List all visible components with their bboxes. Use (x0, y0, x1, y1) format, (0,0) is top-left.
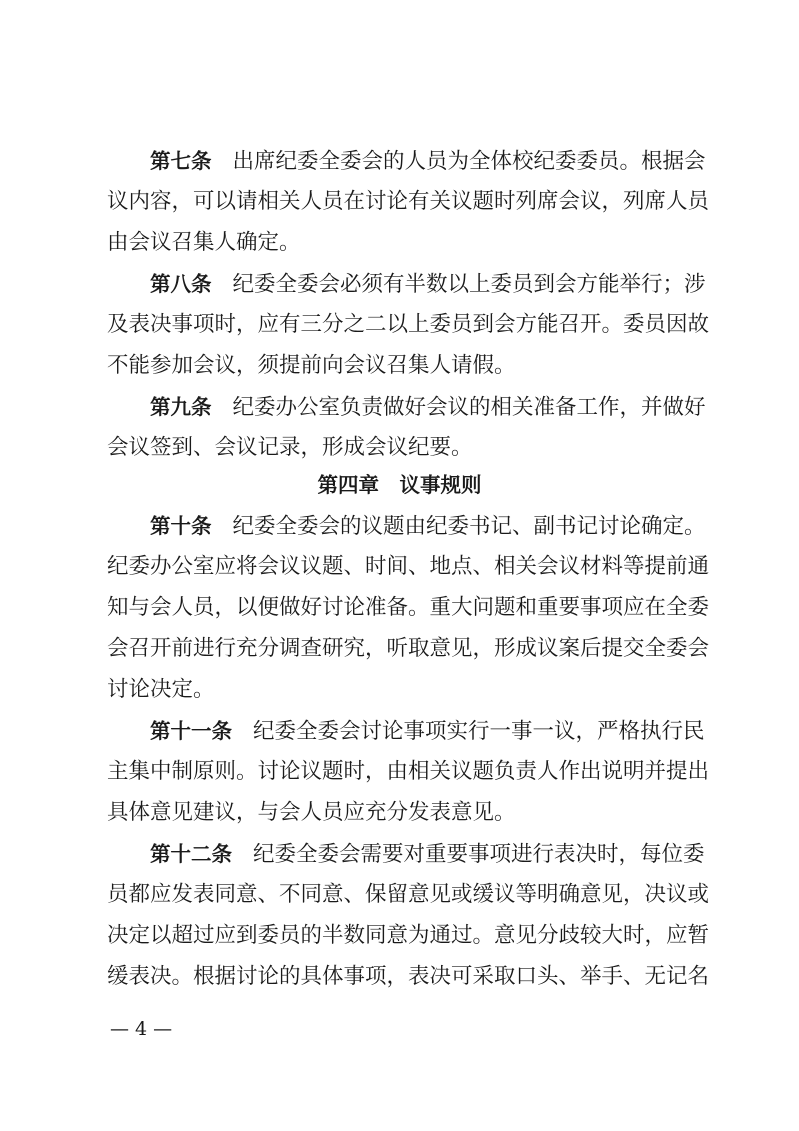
article-12-line-2: 员都应发表同意、不同意、保留意见或缓议等明确意见，决议或 (107, 882, 710, 907)
article-7-line-1 (150, 146, 706, 177)
article-11-line-1 (150, 716, 705, 747)
article-8-line-2: 及表决事项时，应有三分之二以上委员到会方能召开。委员因故 (107, 312, 710, 337)
article-10-line-2: 纪委办公室应将会议议题、时间、地点、相关会议材料等提前通 (107, 554, 710, 579)
article-10-label: 第十条 (150, 514, 212, 538)
article-7-line-2: 议内容，可以请相关人员在讨论有关议题时列席会议，列席人员 (107, 189, 710, 214)
article-7-label: 第七条 (150, 149, 212, 173)
article-11-label: 第十一条 (150, 719, 232, 743)
article-9-line-2: 会议签到、会议记录，形成会议纪要。 (107, 435, 473, 460)
article-8-label: 第八条 (150, 272, 212, 296)
page-number: — 4 — (110, 1018, 173, 1040)
article-11-line-2: 主集中制原则。讨论议题时，由相关议题负责人作出说明并提出 (107, 759, 710, 784)
article-10-line-4: 会召开前进行充分调查研究，听取意见，形成议案后提交全委会 (107, 636, 710, 661)
article-9-line-1 (150, 392, 706, 423)
article-10-text-1: 纪委全委会的议题由纪委书记、副书记讨论确定。 (232, 514, 706, 539)
article-11-text-1: 纪委全委会讨论事项实行一事一议，严格执行民 (253, 719, 705, 744)
article-8-text-1: 纪委全委会必须有半数以上委员到会方能举行；涉 (232, 272, 706, 297)
article-9-label: 第九条 (150, 395, 212, 419)
article-7-line-3: 由会议召集人确定。 (107, 230, 301, 255)
article-12-line-3: 决定以超过应到委员的半数同意为通过。意见分歧较大时，应暂 (107, 923, 710, 948)
article-9-text-1: 纪委办公室负责做好会议的相关准备工作，并做好 (232, 395, 706, 420)
chapter-heading: 第四章 议事规则 (317, 473, 482, 497)
article-12-line-4: 缓表决。根据讨论的具体事项，表决可采取口头、举手、无记名 (107, 964, 710, 989)
article-12-text-1: 纪委全委会需要对重要事项进行表决时，每位委 (253, 842, 705, 867)
article-10-line-5: 讨论决定。 (107, 677, 215, 702)
article-11-line-3: 具体意见建议，与会人员应充分发表意见。 (107, 800, 516, 825)
article-8-line-3: 不能参加会议，须提前向会议召集人请假。 (107, 353, 516, 378)
article-10-line-3: 知与会人员，以便做好讨论准备。重大问题和重要事项应在全委 (107, 595, 710, 620)
article-8-line-1 (150, 269, 706, 300)
article-12-line-1 (150, 839, 705, 870)
article-7-text-1: 出席纪委全委会的人员为全体校纪委委员。根据会 (232, 149, 706, 174)
article-12-label: 第十二条 (150, 842, 232, 866)
article-10-line-1 (150, 511, 706, 542)
